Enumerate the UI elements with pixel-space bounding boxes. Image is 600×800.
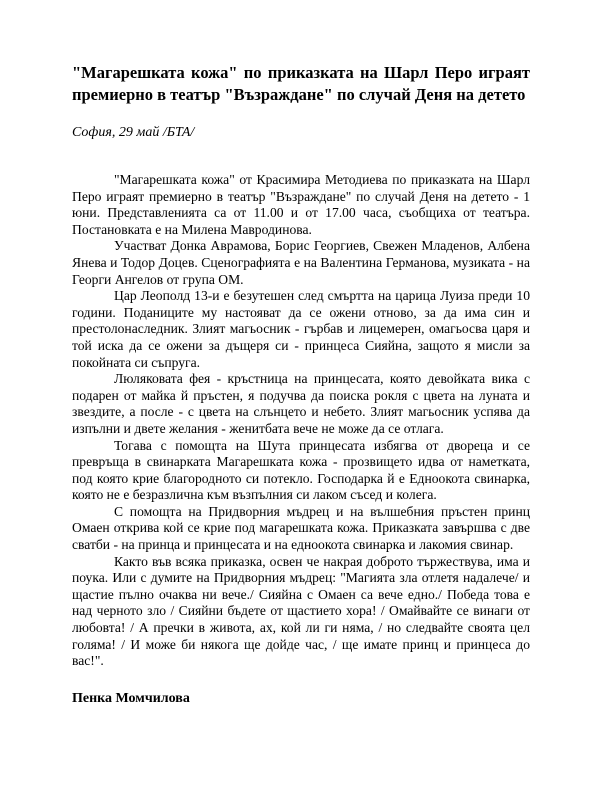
article-paragraph: Тогава с помощта на Шута принцесата избягва от двореца и се превръща в свинарката Магарешката кожа - прозвището идва от наметката, под която крие благородното си потекло. Господарка й е Едноокота свинарка, която не е безразлична към възпълния си лаком съсед и колега. [72,437,530,503]
article-dateline: София, 29 май /БТА/ [72,125,195,140]
article-paragraph: Участват Донка Аврамова, Борис Георгиев, Свежен Младенов, Албена Янева и Тодор Доцев. Сценографията е на Валентина Германова, музиката - на Георги Ангелов от група ОМ. [72,238,530,287]
article-author: Пенка Момчилова [72,690,190,706]
article-paragraph: Цар Леополд 13-и е безутешен след смъртта на царица Луиза преди 10 години. Поданиците му настояват да се ожени отново, за да има син и престолонаследник. Злият магьосник - гърбав и лицемерен, омагьосва царя и той иска да се ожени за дъщеря си - принцеса Сияйна, защото я мисли за покойната си съпруга. [72,288,530,370]
article-headline: "Магарешката кожа" по приказката на Шарл Перо играят премиерно в театър "Възраждане" по случай Деня на детето [72,63,530,104]
article-paragraph: Както във всяка приказка, освен че накрая доброто тържествува, има и поука. Или с думите на Придворния мъдрец: "Магията зла отлетя надалече/ и щастие пълно очаква ни вече./ Сияйна с Омаен са вече едно./ Победа това е над черното зло / Сияйни бъдете от щастието хора! / Омайвайте се винаги от любовта! / А пречки в живота, ах, кой ли ги няма, / но следвайте своята цел голяма! / И може би някога ще дойде час, / ще имате принц и принцеса до вас!". [72,553,530,669]
article-paragraph: Люляковата фея - кръстница на принцесата, която девойката вика с подарен от майка й пръстен, я подучва да поиска рокля с цвета на луната и звездите, а после - с цвета на слънцето и небето. Злият магьосник успява да изпълни и двете желания - женитбата вече не може да се отлага. [72,371,530,436]
article-paragraph: С помощта на Придворния мъдрец и на вълшебния пръстен принц Омаен открива кой се крие под магарешката кожа. Приказката завършва с две сватби - на принца и принцесата и на едноокота свинарка и лакомия свинар. [72,503,530,553]
article-paragraph: "Магарешката кожа" от Красимира Методиева по приказката на Шарл Перо играят премиерно в театър "Възраждане" по случай Деня на детето - 1 юни. Представленията са от 11.00 и от 17.00 часа, съобщиха от театъра. Постановката е на Милена Мавродинова. [72,172,530,237]
article-body [72,172,530,670]
